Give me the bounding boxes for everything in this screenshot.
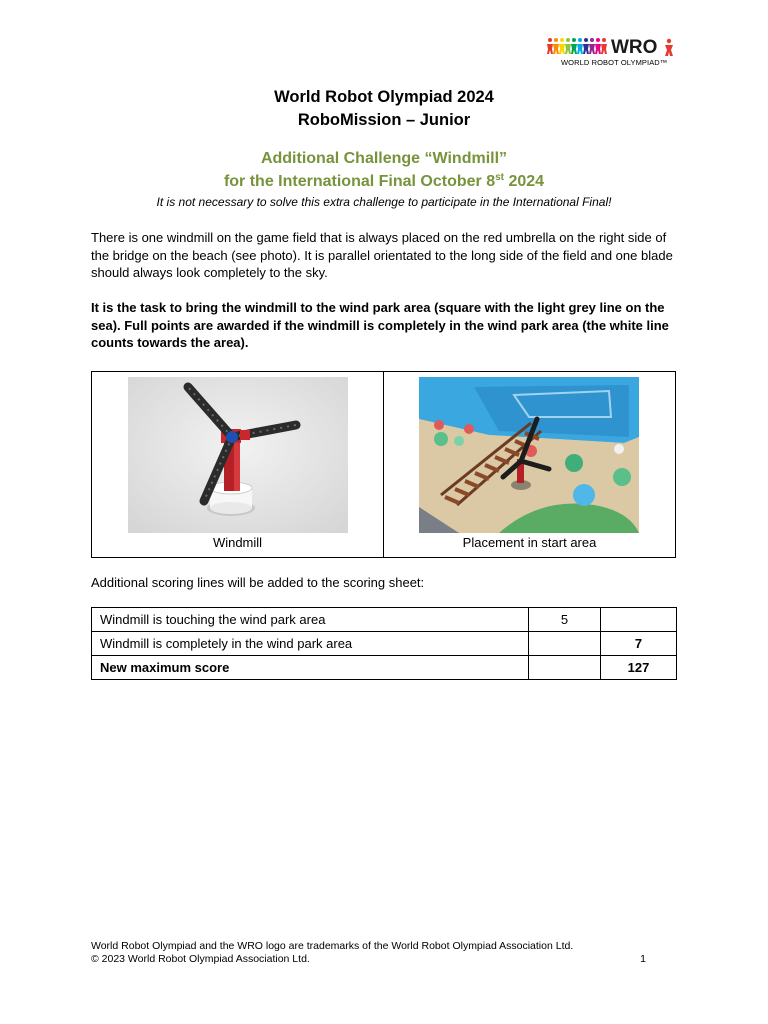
intro-paragraph: There is one windmill on the game field that is always placed on the red umbrella on the right side of the bridge on the beach (see photo). It is parallel orientated to the long side of the field and one blade should always look completely to the sky.: [91, 230, 673, 280]
scoring-table: [91, 607, 677, 680]
page-footer: [91, 940, 646, 966]
row-label: Windmill is touching the wind park area: [92, 608, 529, 632]
logo-figure: [565, 38, 571, 54]
table-row: [92, 656, 677, 680]
document-title: World Robot Olympiad 2024: [274, 88, 494, 106]
logo-figure: [559, 38, 565, 54]
logo-figure: [601, 38, 607, 54]
row-total: 7: [601, 632, 677, 656]
row-points: [529, 656, 601, 680]
row-label: Windmill is completely in the wind park area: [92, 632, 529, 656]
challenge-note: It is not necessary to solve this extra challenge to participate in the International Final!: [156, 195, 612, 209]
row-label: New maximum score: [92, 656, 529, 680]
logo-figures-icon: [547, 36, 677, 58]
logo-figure: [547, 38, 553, 54]
logo-wordmark: WRO: [611, 37, 658, 58]
task-paragraph: It is the task to bring the windmill to the wind park area (square with the light grey line on the sea). Full points are awarded if the windmill is completely in the wind park area (the white line counts towards the area).: [91, 300, 669, 350]
placement-caption: Placement in start area: [462, 535, 597, 550]
footer-trademark: World Robot Olympiad and the WRO logo are trademarks of the World Robot Olympiad Association Ltd.: [91, 940, 574, 952]
logo-figure: [583, 38, 589, 54]
logo-figure: [577, 38, 583, 54]
windmill-photo: [128, 377, 348, 533]
logo-figure: [553, 38, 559, 54]
challenge-title: Additional Challenge “Windmill”: [260, 150, 508, 167]
logo-figure: [589, 38, 595, 54]
wro-logo: [547, 36, 677, 70]
logo-figure: [571, 38, 577, 54]
placement-cell: [384, 372, 675, 557]
footer-copyright: © 2023 World Robot Olympiad Association Ltd.: [91, 953, 310, 965]
row-total: [601, 608, 677, 632]
scoring-lead: Additional scoring lines will be added to the scoring sheet:: [91, 575, 425, 590]
row-points: 5: [529, 608, 601, 632]
windmill-caption: Windmill: [212, 535, 263, 550]
table-row: [92, 632, 677, 656]
document-subtitle: RoboMission – Junior: [297, 111, 471, 129]
logo-figure: [595, 38, 601, 54]
table-row: [92, 608, 677, 632]
logo-subtext: WORLD ROBOT OLYMPIAD™: [561, 58, 668, 67]
page-number: 1: [640, 953, 646, 965]
image-table: [91, 371, 676, 558]
windmill-cell: [92, 372, 383, 557]
row-total: 127: [601, 656, 677, 680]
challenge-date-line: for the International Final October 8st 2024: [223, 172, 545, 190]
placement-photo: [419, 377, 639, 533]
row-points: [529, 632, 601, 656]
